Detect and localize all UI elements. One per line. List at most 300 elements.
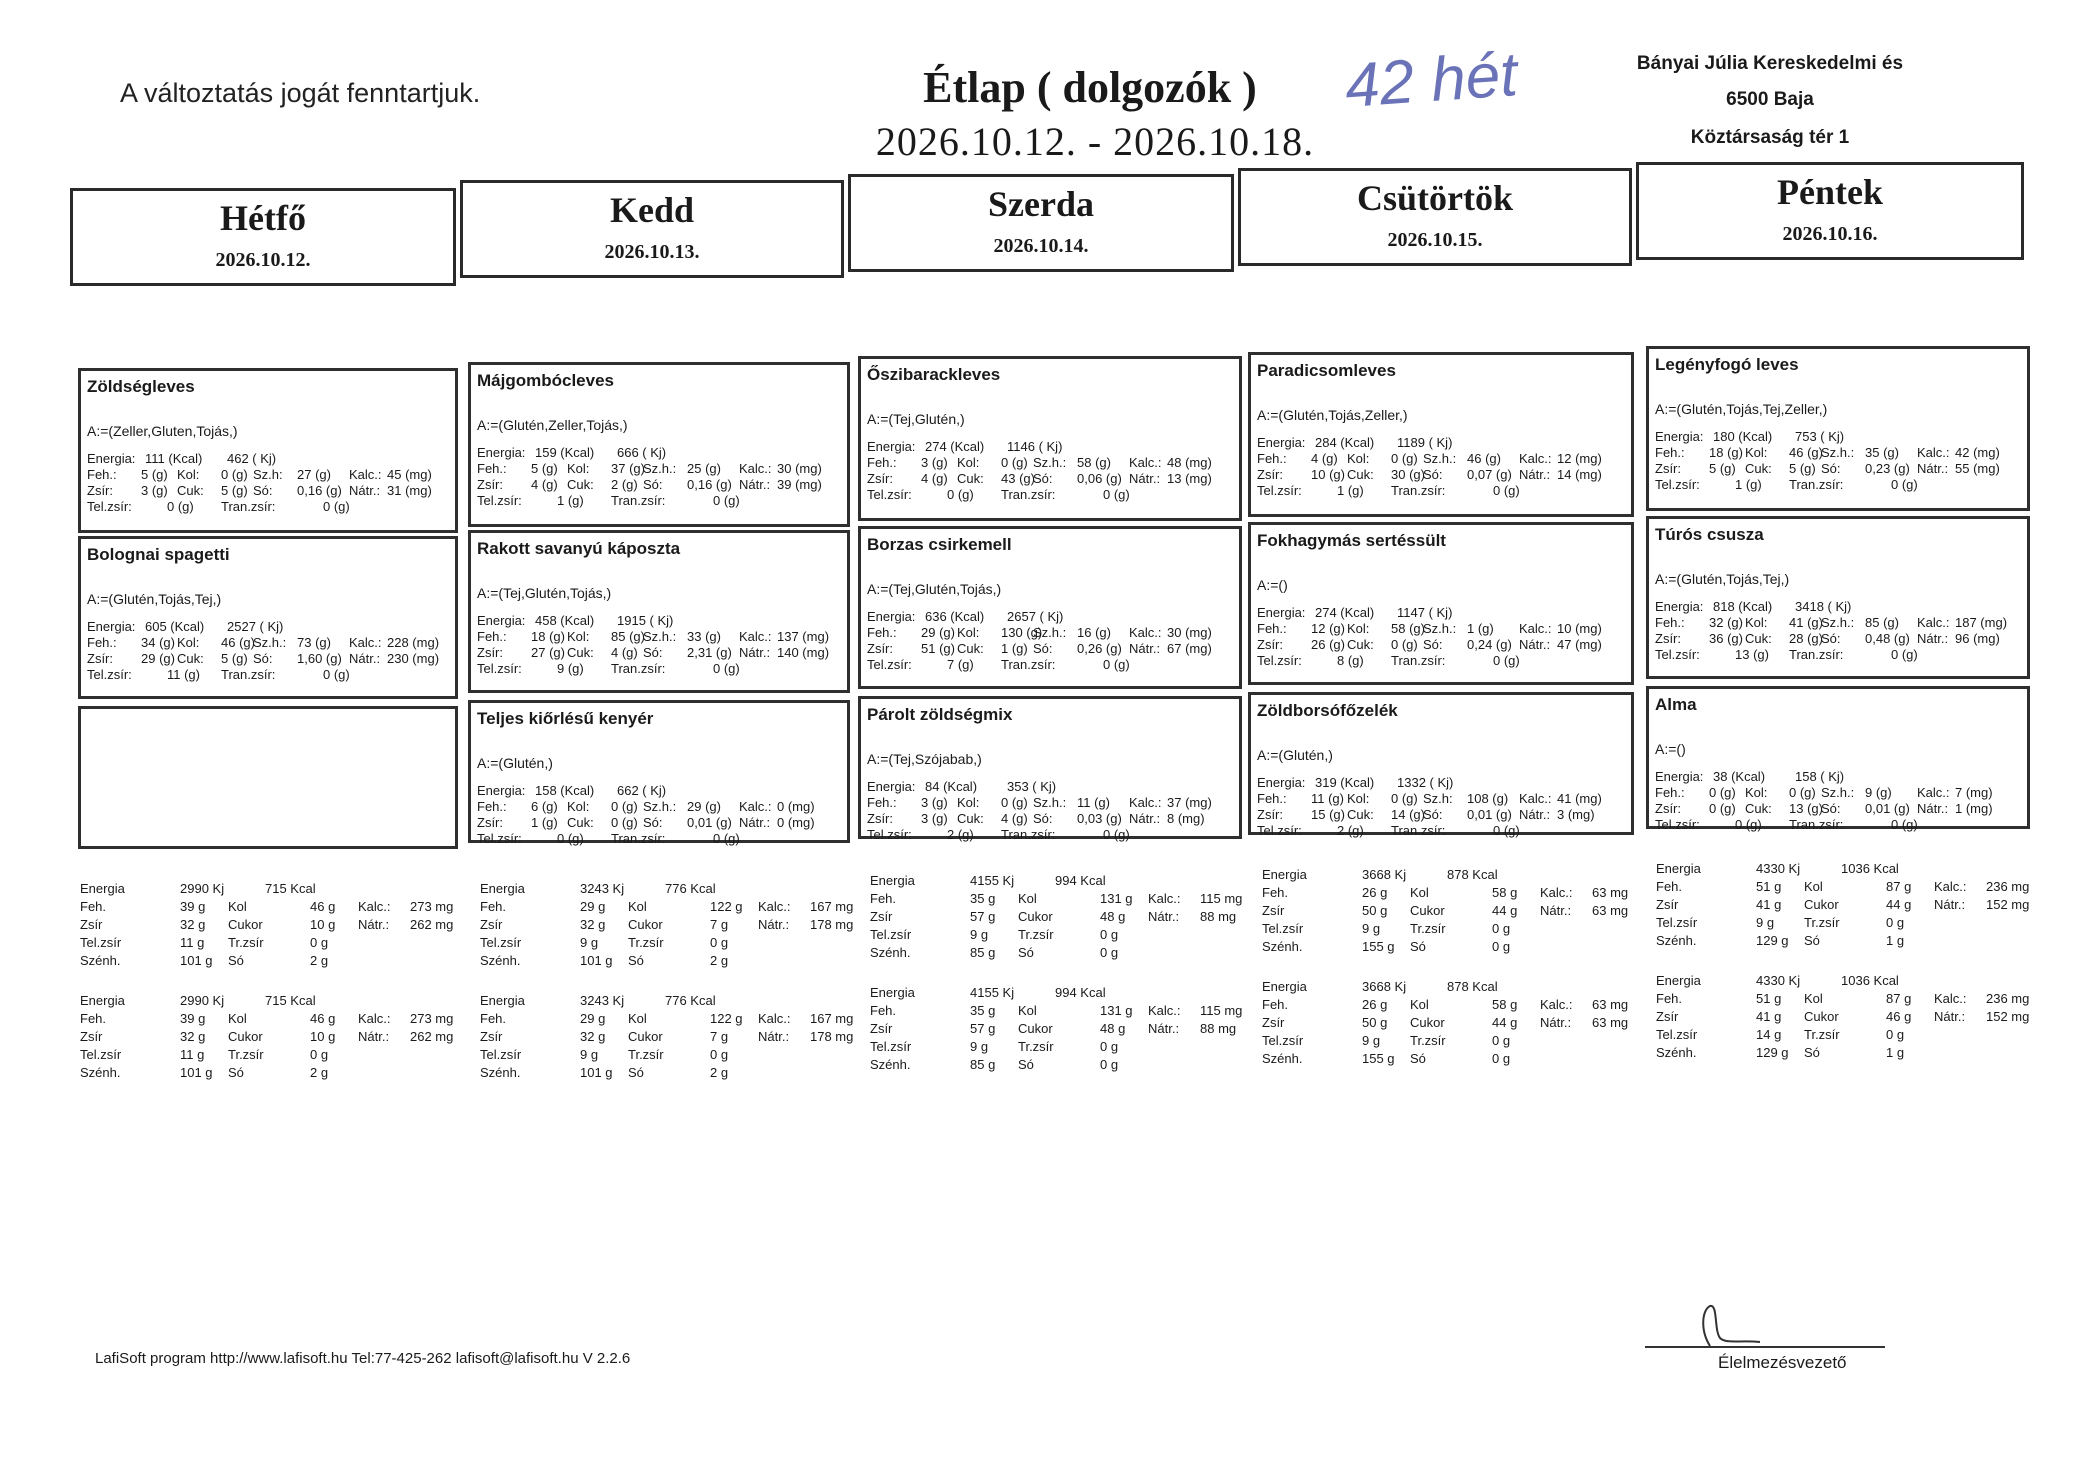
total-cell: Tr.zsír xyxy=(628,935,664,950)
nutrition-cell: 0 (g) xyxy=(1709,785,1736,800)
nutrition-cell: 0 (g) xyxy=(1789,785,1816,800)
total-row xyxy=(870,984,1250,1002)
nutrition-cell: Tel.zsír: xyxy=(1655,647,1700,662)
total-cell: 2 g xyxy=(310,1065,329,1080)
nutrition-cell: Tran.zsír: xyxy=(611,661,666,676)
nutrition-cell: 13 (g) xyxy=(1789,801,1823,816)
total-row xyxy=(870,1056,1250,1074)
total-cell: Tel.zsír xyxy=(1656,915,1698,930)
dish-allergens: A:=(Glutén,Tojás,Zeller,) xyxy=(1257,407,1408,423)
total-cell: Tel.zsír xyxy=(870,1039,912,1054)
total-row xyxy=(1656,972,2036,990)
nutrition-cell: 0 (g) xyxy=(221,467,248,482)
total-cell: 994 Kcal xyxy=(1055,873,1106,888)
nutrition-cell: 140 (mg) xyxy=(777,645,830,660)
dish-box xyxy=(858,696,1242,842)
dish-box xyxy=(1248,352,1634,517)
day-name: Kedd xyxy=(609,190,695,230)
total-cell: 878 Kcal xyxy=(1447,867,1498,882)
total-cell: 9 g xyxy=(970,1039,989,1054)
day-name: Péntek xyxy=(1777,172,1883,212)
nutrition-cell: 0 (mg) xyxy=(777,815,815,830)
daily-total-block xyxy=(480,880,860,970)
nutrition-cell: 32 (g) xyxy=(1709,615,1743,630)
nutrition-cell: Energia: xyxy=(477,613,526,628)
total-cell: Tel.zsír xyxy=(1656,1027,1698,1042)
total-cell: 0 g xyxy=(1100,945,1119,960)
total-cell: Kalc.: xyxy=(358,1011,391,1026)
total-cell: 63 mg xyxy=(1592,885,1629,900)
total-row xyxy=(1656,896,2036,914)
nutrition-cell: 47 (mg) xyxy=(1557,637,1602,652)
nutrition-cell: 2 (g) xyxy=(611,477,638,492)
nutrition-cell: 1 (g) xyxy=(1735,477,1762,492)
total-cell: 0 g xyxy=(1492,1051,1511,1066)
total-cell: Energia xyxy=(1262,979,1307,994)
nutrition-cell: 818 (Kcal) xyxy=(1713,599,1773,614)
nutrition-cell: Nátr.: xyxy=(1917,461,1949,476)
day-header-2 xyxy=(848,174,1234,272)
dish-allergens: A:=(Tej,Szójabab,) xyxy=(867,751,982,767)
nutrition-cell: 14 (mg) xyxy=(1557,467,1602,482)
nutrition-cell: Nátr.: xyxy=(1519,637,1551,652)
nutrition-cell: Energia: xyxy=(87,619,136,634)
total-cell: Szénh. xyxy=(1656,933,1697,948)
nutrition-cell: 353 ( Kj) xyxy=(1007,779,1057,794)
dish-name: Őszibarackleves xyxy=(867,365,1001,384)
nutrition-cell: Só: xyxy=(643,477,663,492)
disclaimer-text: A változtatás jogát fenntartjuk. xyxy=(120,78,481,108)
nutrition-cell: 284 (Kcal) xyxy=(1315,435,1375,450)
dish-box xyxy=(78,536,458,699)
nutrition-cell: Feh.: xyxy=(1655,615,1685,630)
nutrition-cell: 158 (Kcal) xyxy=(535,783,595,798)
dish-name: Fokhagymás sertéssült xyxy=(1257,531,1446,550)
nutrition-cell: 46 (g) xyxy=(221,635,255,650)
dish-name: Paradicsomleves xyxy=(1257,361,1396,380)
total-cell: 29 g xyxy=(580,1011,606,1026)
dish-box xyxy=(858,356,1242,521)
total-cell: 0 g xyxy=(1886,915,1905,930)
total-cell: Só xyxy=(228,1065,244,1080)
total-cell: 88 mg xyxy=(1200,909,1237,924)
total-cell: 101 g xyxy=(180,953,213,968)
total-cell: 2990 Kj xyxy=(180,993,225,1008)
total-cell: 48 g xyxy=(1100,909,1126,924)
total-cell: Zsír xyxy=(80,917,103,932)
nutrition-cell: Energia: xyxy=(1655,599,1704,614)
dish-box xyxy=(1646,516,2030,679)
nutrition-cell: Só: xyxy=(1821,631,1841,646)
nutrition-cell: Sz.h.: xyxy=(1423,621,1457,636)
nutrition-cell: Feh.: xyxy=(867,795,897,810)
nutrition-cell: Nátr.: xyxy=(739,477,771,492)
nutrition-cell: 35 (g) xyxy=(1865,445,1899,460)
nutrition-cell: 18 (g) xyxy=(531,629,565,644)
dish-allergens: A:=(Glutén,Tojás,Tej,) xyxy=(1655,571,1790,587)
nutrition-cell: Energia: xyxy=(477,445,526,460)
total-row xyxy=(1262,866,1642,884)
nutrition-cell: 5 (g) xyxy=(141,467,168,482)
total-cell: 50 g xyxy=(1362,1015,1388,1030)
nutrition-cell: 1 (g) xyxy=(1337,483,1364,498)
nutrition-cell: 10 (mg) xyxy=(1557,621,1602,636)
total-cell: Energia xyxy=(80,993,125,1008)
nutrition-cell: Kol: xyxy=(957,795,980,810)
nutrition-cell: Energia: xyxy=(867,439,916,454)
company-name: Bányai Júlia Kereskedelmi és xyxy=(1636,53,1904,74)
total-cell: Energia xyxy=(1262,867,1307,882)
nutrition-cell: Tel.zsír: xyxy=(1655,477,1700,492)
day-name: Hétfő xyxy=(220,198,306,238)
nutrition-cell: 1 (mg) xyxy=(1955,801,1993,816)
nutrition-cell: 0,07 (g) xyxy=(1467,467,1512,482)
nutrition-cell: 458 (Kcal) xyxy=(535,613,595,628)
dish-name: Rakott savanyú káposzta xyxy=(477,539,681,558)
day-date: 2026.10.12. xyxy=(215,249,311,271)
total-cell: Só xyxy=(1410,1051,1426,1066)
dish-name: Májgombócleves xyxy=(477,371,614,390)
total-cell: 44 g xyxy=(1492,1015,1518,1030)
nutrition-cell: Energia: xyxy=(867,609,916,624)
nutrition-cell: Feh.: xyxy=(477,629,507,644)
total-cell: 44 g xyxy=(1886,897,1912,912)
nutrition-cell: Kalc.: xyxy=(1917,615,1950,630)
total-cell: 4155 Kj xyxy=(970,873,1015,888)
nutrition-cell: Feh.: xyxy=(477,461,507,476)
dish-allergens: A:=(Glutén,Tojás,Tej,Zeller,) xyxy=(1655,401,1828,417)
total-row xyxy=(870,944,1250,962)
total-cell: 0 g xyxy=(1100,1039,1119,1054)
nutrition-cell: Só: xyxy=(1423,467,1443,482)
nutrition-cell: Zsír: xyxy=(477,815,503,830)
nutrition-cell: 39 (mg) xyxy=(777,477,822,492)
total-cell: Kalc.: xyxy=(1540,997,1573,1012)
total-cell: 9 g xyxy=(1362,921,1381,936)
nutrition-cell: Nátr.: xyxy=(1129,811,1161,826)
nutrition-cell: 4 (g) xyxy=(611,645,638,660)
nutrition-cell: Feh.: xyxy=(1257,451,1287,466)
nutrition-cell: Tel.zsír: xyxy=(477,831,522,846)
nutrition-cell: 4 (g) xyxy=(1001,811,1028,826)
total-cell: 63 mg xyxy=(1592,903,1629,918)
nutrition-cell: 0 (g) xyxy=(713,661,740,676)
nutrition-cell: 51 (g) xyxy=(921,641,955,656)
nutrition-cell: 0 (g) xyxy=(1891,817,1918,832)
dish-box xyxy=(468,530,850,693)
nutrition-cell: Sz.h: xyxy=(1423,791,1453,806)
total-cell: 715 Kcal xyxy=(265,881,316,896)
total-cell: 101 g xyxy=(580,1065,613,1080)
total-cell: Cukor xyxy=(228,1029,263,1044)
daily-total-block xyxy=(870,984,1250,1074)
nutrition-cell: Zsír: xyxy=(1655,801,1681,816)
total-cell: Szénh. xyxy=(870,945,911,960)
nutrition-cell: 14 (g) xyxy=(1391,807,1425,822)
nutrition-cell: 230 (mg) xyxy=(387,651,440,666)
total-cell: 3243 Kj xyxy=(580,993,625,1008)
nutrition-cell: 36 (g) xyxy=(1709,631,1743,646)
nutrition-cell: 33 (g) xyxy=(687,629,721,644)
total-cell: 48 g xyxy=(1100,1021,1126,1036)
nutrition-cell: Nátr.: xyxy=(1519,467,1551,482)
total-cell: 44 g xyxy=(1492,903,1518,918)
total-row xyxy=(1656,914,2036,932)
total-row xyxy=(1262,884,1642,902)
nutrition-cell: Kol: xyxy=(567,799,590,814)
total-cell: 2 g xyxy=(710,1065,729,1080)
total-cell: 4330 Kj xyxy=(1756,861,1801,876)
total-cell: 0 g xyxy=(310,1047,329,1062)
total-cell: Nátr.: xyxy=(758,917,790,932)
nutrition-cell: Tel.zsír: xyxy=(87,499,132,514)
nutrition-cell: 3 (g) xyxy=(921,811,948,826)
total-cell: 35 g xyxy=(970,891,996,906)
nutrition-cell: 48 (mg) xyxy=(1167,455,1212,470)
nutrition-cell: Só: xyxy=(1821,801,1841,816)
total-cell: 101 g xyxy=(580,953,613,968)
total-cell: 1 g xyxy=(1886,933,1905,948)
total-row xyxy=(480,1028,860,1046)
nutrition-cell: 0 (g) xyxy=(1493,823,1520,838)
signature-line xyxy=(1645,1346,1885,1348)
total-cell: 0 g xyxy=(710,935,729,950)
nutrition-cell: 0,23 (g) xyxy=(1865,461,1910,476)
nutrition-cell: Cuk: xyxy=(177,483,204,498)
nutrition-cell: Cuk: xyxy=(567,645,594,660)
total-cell: 178 mg xyxy=(810,917,854,932)
nutrition-cell: 67 (mg) xyxy=(1167,641,1212,656)
day-header-0 xyxy=(70,188,456,286)
nutrition-cell: 34 (g) xyxy=(141,635,175,650)
nutrition-cell: 180 (Kcal) xyxy=(1713,429,1773,444)
nutrition-cell: 0 (g) xyxy=(1001,455,1028,470)
nutrition-cell: 3 (g) xyxy=(921,795,948,810)
total-cell: Nátr.: xyxy=(358,1029,390,1044)
nutrition-cell: 30 (g) xyxy=(1391,467,1425,482)
daily-total-block xyxy=(80,880,460,970)
nutrition-cell: 2657 ( Kj) xyxy=(1007,609,1064,624)
nutrition-cell: Feh.: xyxy=(1257,621,1287,636)
total-cell: Feh. xyxy=(1262,885,1289,900)
nutrition-cell: Kalc.: xyxy=(1129,795,1162,810)
total-cell: 63 mg xyxy=(1592,1015,1629,1030)
handwritten-week-note: 42 hét xyxy=(1342,40,1520,121)
total-cell: 0 g xyxy=(310,935,329,950)
total-cell: Zsír xyxy=(1262,1015,1285,1030)
nutrition-cell: Só: xyxy=(643,645,663,660)
nutrition-cell: Nátr.: xyxy=(1917,631,1949,646)
nutrition-cell: Kol: xyxy=(957,625,980,640)
nutrition-cell: Feh.: xyxy=(1655,785,1685,800)
total-cell: Energia xyxy=(1656,861,1701,876)
software-footer: LafiSoft program http://www.lafisoft.hu Tel:77-425-262 lafisoft@lafisoft.hu V 2.2.6 xyxy=(95,1350,631,1367)
total-cell: Cukor xyxy=(1018,909,1053,924)
total-cell: Tr.zsír xyxy=(1804,1027,1840,1042)
total-cell: 155 g xyxy=(1362,1051,1395,1066)
nutrition-cell: Sz.h.: xyxy=(1033,625,1067,640)
total-cell: Só xyxy=(628,953,644,968)
total-cell: Kalc.: xyxy=(1934,879,1967,894)
total-cell: 0 g xyxy=(1886,1027,1905,1042)
dish-name: Párolt zöldségmix xyxy=(867,705,1013,724)
total-cell: 101 g xyxy=(180,1065,213,1080)
nutrition-cell: Zsír: xyxy=(867,811,893,826)
total-cell: Kol xyxy=(228,899,247,914)
dish-box xyxy=(858,526,1242,689)
nutrition-cell: 1332 ( Kj) xyxy=(1397,775,1454,790)
nutrition-cell: Feh.: xyxy=(1655,445,1685,460)
day-name: Szerda xyxy=(988,184,1094,224)
total-row xyxy=(870,908,1250,926)
nutrition-cell: Tran.zsír: xyxy=(1789,477,1844,492)
total-cell: 1036 Kcal xyxy=(1841,973,1899,988)
total-cell: Cukor xyxy=(1018,1021,1053,1036)
total-row xyxy=(1262,1014,1642,1032)
nutrition-cell: Cuk: xyxy=(1347,467,1374,482)
total-cell: 41 g xyxy=(1756,897,1782,912)
total-cell: 41 g xyxy=(1756,1009,1782,1024)
nutrition-cell: 0 (g) xyxy=(1103,487,1130,502)
total-cell: Tel.zsír xyxy=(480,1047,522,1062)
nutrition-cell: 0,01 (g) xyxy=(1865,801,1910,816)
total-cell: Szénh. xyxy=(1262,939,1303,954)
total-cell: 715 Kcal xyxy=(265,993,316,1008)
nutrition-cell: 0 (g) xyxy=(323,667,350,682)
nutrition-cell: 7 (g) xyxy=(947,657,974,672)
total-row xyxy=(480,1010,860,1028)
total-cell: 115 mg xyxy=(1200,1003,1243,1018)
total-cell: Cukor xyxy=(628,1029,663,1044)
nutrition-cell: 5 (g) xyxy=(1789,461,1816,476)
total-cell: Energia xyxy=(1656,973,1701,988)
nutrition-cell: Tran.zsír: xyxy=(611,493,666,508)
nutrition-cell: 30 (mg) xyxy=(1167,625,1212,640)
nutrition-cell: 0 (g) xyxy=(1709,801,1736,816)
nutrition-cell: 58 (g) xyxy=(1391,621,1425,636)
total-row xyxy=(80,934,460,952)
total-row xyxy=(480,952,860,970)
nutrition-cell: Tran.zsír: xyxy=(221,667,276,682)
nutrition-cell: 0,48 (g) xyxy=(1865,631,1910,646)
total-cell: Só xyxy=(1804,933,1820,948)
nutrition-cell: 30 (mg) xyxy=(777,461,822,476)
nutrition-cell: Sz.h.: xyxy=(1033,455,1067,470)
total-cell: Cukor xyxy=(1804,897,1839,912)
nutrition-cell: 0 (g) xyxy=(1735,817,1762,832)
nutrition-cell: Só: xyxy=(1423,807,1443,822)
total-cell: Tr.zsír xyxy=(228,1047,264,1062)
total-cell: Feh. xyxy=(80,1011,107,1026)
total-cell: 9 g xyxy=(580,1047,599,1062)
nutrition-cell: 0 (g) xyxy=(1391,637,1418,652)
nutrition-cell: Feh.: xyxy=(87,467,117,482)
nutrition-cell: 5 (g) xyxy=(1709,461,1736,476)
total-cell: Cukor xyxy=(628,917,663,932)
total-cell: 32 g xyxy=(580,917,606,932)
total-cell: 11 g xyxy=(180,935,205,950)
total-cell: Nátr.: xyxy=(1934,1009,1966,1024)
dish-name: Bolognai spagetti xyxy=(87,545,230,564)
total-cell: Zsír xyxy=(480,917,503,932)
total-cell: 152 mg xyxy=(1986,897,2030,912)
nutrition-cell: 0 (g) xyxy=(1001,795,1028,810)
total-cell: Tel.zsír xyxy=(80,1047,122,1062)
total-cell: 0 g xyxy=(1100,927,1119,942)
nutrition-cell: 41 (mg) xyxy=(1557,791,1602,806)
total-cell: Tel.zsír xyxy=(870,927,912,942)
nutrition-cell: 85 (g) xyxy=(611,629,645,644)
total-cell: Kalc.: xyxy=(758,899,791,914)
total-cell: Szénh. xyxy=(80,1065,121,1080)
total-row xyxy=(870,1002,1250,1020)
total-cell: 9 g xyxy=(1362,1033,1381,1048)
dish-name: Teljes kiőrlésű kenyér xyxy=(477,709,654,728)
nutrition-cell: 636 (Kcal) xyxy=(925,609,985,624)
nutrition-cell: Cuk: xyxy=(1745,631,1772,646)
nutrition-cell: Tran.zsír: xyxy=(1391,823,1446,838)
nutrition-cell: Feh.: xyxy=(1257,791,1287,806)
nutrition-cell: Tel.zsír: xyxy=(477,661,522,676)
nutrition-cell: Kol: xyxy=(957,455,980,470)
total-cell: Só xyxy=(1804,1045,1820,1060)
nutrition-cell: 0 (g) xyxy=(713,493,740,508)
nutrition-cell: Tran.zsír: xyxy=(1391,653,1446,668)
total-cell: 4330 Kj xyxy=(1756,973,1801,988)
nutrition-cell: Sz.h.: xyxy=(1423,451,1457,466)
total-cell: 63 mg xyxy=(1592,997,1629,1012)
nutrition-cell: Kalc.: xyxy=(1519,451,1552,466)
total-cell: 4155 Kj xyxy=(970,985,1015,1000)
nutrition-cell: Tel.zsír: xyxy=(1257,823,1302,838)
dish-allergens: A:=(Tej,Glutén,) xyxy=(867,411,965,427)
nutrition-cell: Só: xyxy=(1033,471,1053,486)
total-cell: 776 Kcal xyxy=(665,993,716,1008)
total-row xyxy=(480,992,860,1010)
total-row xyxy=(870,890,1250,908)
total-row xyxy=(80,880,460,898)
nutrition-cell: 0 (g) xyxy=(947,487,974,502)
nutrition-cell: 274 (Kcal) xyxy=(1315,605,1375,620)
total-row xyxy=(80,1028,460,1046)
total-cell: Feh. xyxy=(1656,879,1683,894)
total-row xyxy=(480,1046,860,1064)
total-cell: 2 g xyxy=(310,953,329,968)
total-cell: 776 Kcal xyxy=(665,881,716,896)
nutrition-cell: Feh.: xyxy=(867,625,897,640)
nutrition-cell: Tran.zsír: xyxy=(1789,817,1844,832)
total-cell: Feh. xyxy=(870,1003,897,1018)
nutrition-cell: 9 (g) xyxy=(1865,785,1892,800)
nutrition-cell: 42 (mg) xyxy=(1955,445,2000,460)
total-row xyxy=(1262,996,1642,1014)
nutrition-cell: 7 (mg) xyxy=(1955,785,1993,800)
total-row xyxy=(870,1020,1250,1038)
total-cell: Tr.zsír xyxy=(1410,1033,1446,1048)
total-cell: Tel.zsír xyxy=(480,935,522,950)
nutrition-cell: 37 (g) xyxy=(611,461,645,476)
total-cell: 262 mg xyxy=(410,1029,454,1044)
nutrition-cell: 462 ( Kj) xyxy=(227,451,277,466)
total-cell: 51 g xyxy=(1756,879,1782,894)
total-cell: 0 g xyxy=(1100,1057,1119,1072)
nutrition-cell: 0 (g) xyxy=(1103,827,1130,842)
total-row xyxy=(1656,1044,2036,1062)
nutrition-cell: Só: xyxy=(253,651,273,666)
total-cell: Zsír xyxy=(1656,1009,1679,1024)
total-row xyxy=(1262,938,1642,956)
total-row xyxy=(1656,860,2036,878)
